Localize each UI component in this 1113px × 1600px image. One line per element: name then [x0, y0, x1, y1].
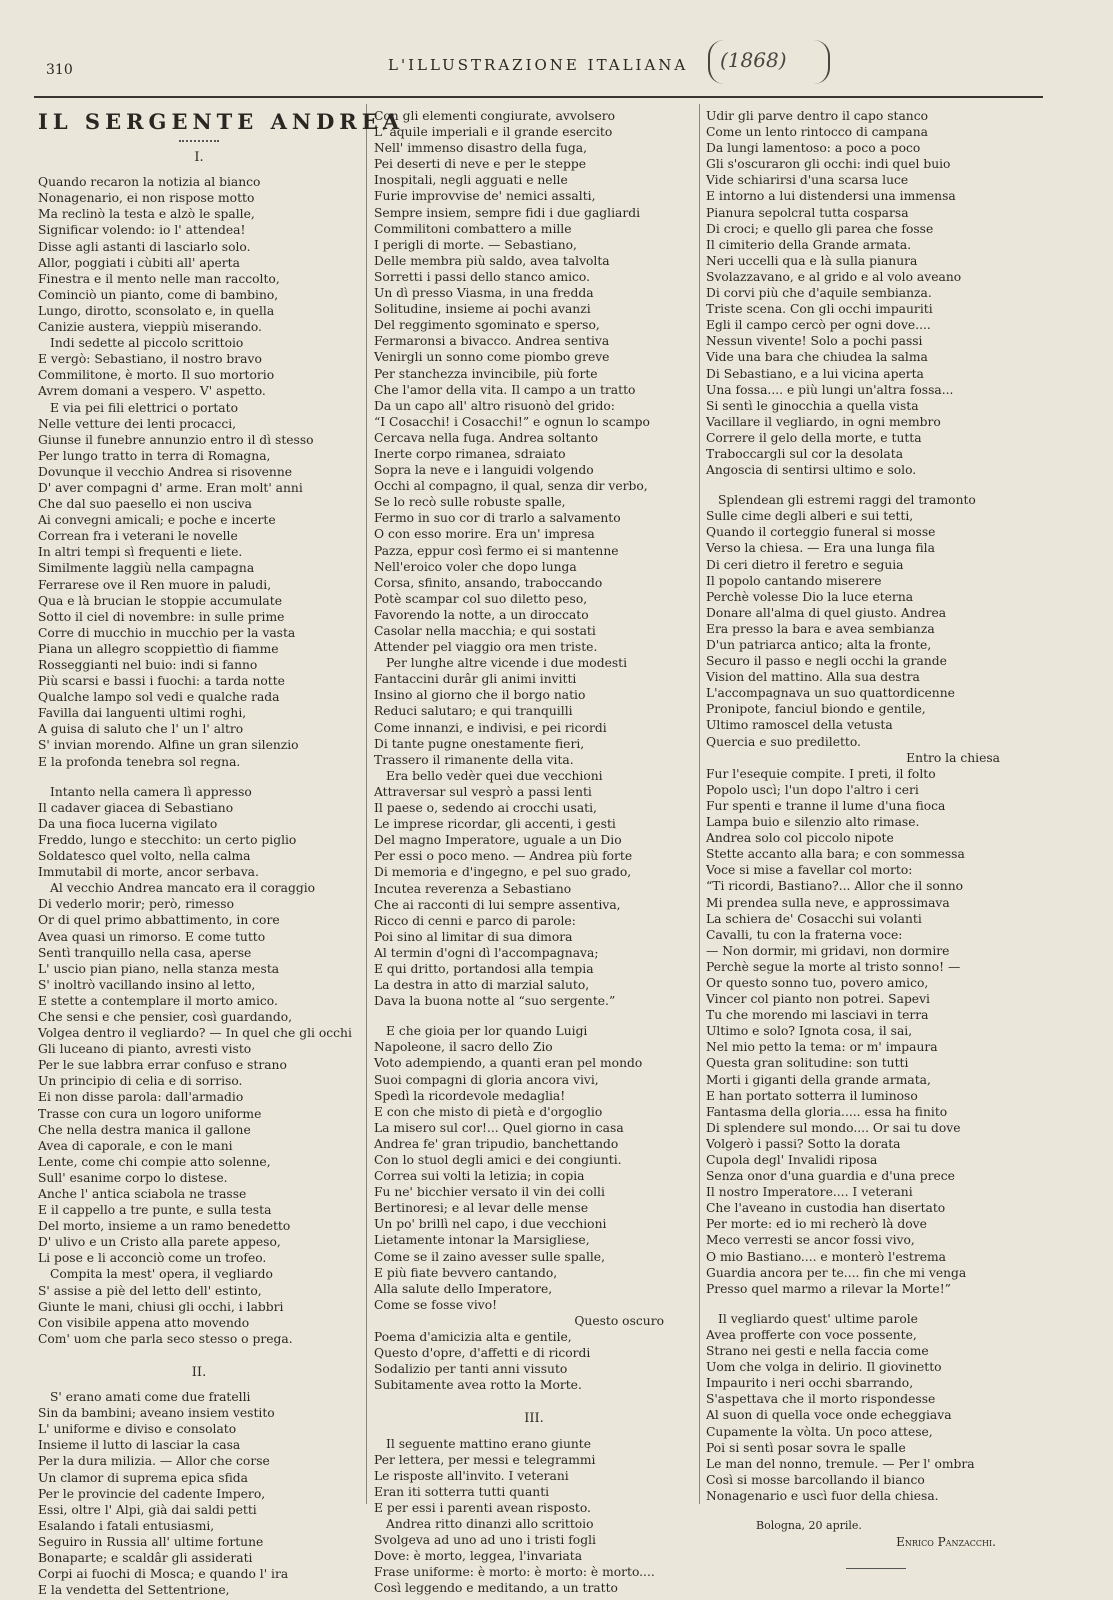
- title-ornament: [179, 140, 219, 142]
- verse-line: Per le provincie del cadente Impero,: [38, 1486, 266, 1501]
- verse-line: Questa gran solitudine: son tutti: [706, 1056, 909, 1071]
- verse-line: E con che misto di pietà e d'orgoglio: [374, 1104, 603, 1119]
- verse-line: Giunte le mani, chiusi gli occhi, i labbri: [38, 1299, 284, 1314]
- verse-line: Per stanchezza invincibile, più forte: [374, 366, 598, 381]
- verse-line: Commilitoni combattero a mille: [374, 221, 572, 236]
- verse-line: Qualche lampo sol vedi e qualche rada: [38, 690, 280, 705]
- verse-line: Era bello vedèr quei due vecchioni: [386, 768, 603, 783]
- verse-line: Vide una bara che chiudea la salma: [706, 350, 928, 365]
- verse-line: Gli luceano di pianto, avresti visto: [38, 1042, 252, 1057]
- verse-line: Qua e là brucian le stoppie accumulate: [38, 593, 282, 608]
- verse-line: Nel mio petto la tema: or m' impaura: [706, 1040, 938, 1055]
- verse-line: D' ulivo e un Cristo alla parete appeso,: [38, 1235, 281, 1250]
- end-rule: [846, 1568, 906, 1569]
- verse-line: E stette a contemplare il morto amico.: [38, 993, 278, 1008]
- verse-line: Freddo, lungo e stecchito: un certo piglio: [38, 832, 297, 847]
- verse-line: Di ceri dietro il feretro e seguia: [706, 557, 904, 572]
- verse-line: Che nella destra manica il gallone: [38, 1122, 251, 1137]
- verse-line: Sin da bambini; aveano insiem vestito: [38, 1406, 275, 1421]
- verse-line: Lente, come chi compie atto solenne,: [38, 1154, 271, 1169]
- verse-line: Come innanzi, e indivisi, e pei ricordi: [374, 720, 607, 735]
- verse-line: Trasse con cura un logoro uniforme: [38, 1106, 262, 1121]
- verse-line: Potè scampar col suo diletto peso,: [374, 591, 588, 606]
- verse-line: Sentì tranquillo nella casa, aperse: [38, 945, 252, 960]
- verse-line: Una fossa.... e più lungi un'altra fossa...: [706, 382, 954, 397]
- verse-line: Cupola degl' Invalidi riposa: [706, 1153, 878, 1167]
- verse-line: Furie improvvise de' nemici assalti,: [374, 189, 596, 204]
- verse-line: A guisa di saluto che l' un l' altro: [38, 722, 244, 737]
- verse-line: Per lungo tratto in terra di Romagna,: [38, 448, 271, 463]
- verse-line: D'un patriarca antico; alta la fronte,: [706, 638, 932, 652]
- verse-line: Popolo uscì; l'un dopo l'altro i ceri: [706, 782, 919, 797]
- verse-line: Sulle cime degli alberi e sui tetti,: [706, 509, 914, 524]
- verse-line: Guardia ancora per te.... fin che mi venga: [706, 1265, 967, 1280]
- verse-line: Tu che morendo mi lasciavi in terra: [706, 1008, 929, 1023]
- verse-line: Correan fra i veterani le novelle: [38, 529, 238, 544]
- verse-line: Ei non disse parola: dall'armadio: [38, 1090, 244, 1105]
- verse-line: Come se fosse vivo!: [374, 1297, 498, 1312]
- verse-line: Per essi o poco meno. — Andrea più forte: [374, 849, 633, 864]
- verse-line: Bonaparte; e scaldâr gli assiderati: [38, 1550, 253, 1565]
- verse-line: Per morte: ed io mi recherò là dove: [706, 1217, 927, 1232]
- verse-line: Udir gli parve dentro il capo stanco: [706, 109, 928, 123]
- verse-line: Sodalizio per tanti anni vissuto: [374, 1362, 568, 1377]
- page-number: 310: [46, 62, 73, 78]
- verse-line: Che ai racconti di lui sempre assentiva,: [374, 897, 621, 912]
- verse-line: E il cappello a tre punte, e sulla testa: [38, 1203, 272, 1218]
- verse-line: Il paese o, sedendo ai crocchi usati,: [374, 801, 597, 816]
- verse-line: Che sensi e che pensier, così guardando,: [38, 1009, 293, 1024]
- verse-line: E via pei fili elettrici o portato: [50, 400, 238, 415]
- verse-line: Rosseggianti nel buio: indi si fanno: [38, 658, 258, 672]
- section-heading: II.: [191, 1364, 207, 1380]
- verse-line: Al suon di quella voce onde echeggiava: [706, 1408, 952, 1423]
- verse-line: Pronipote, fanciul biondo e gentile,: [706, 702, 926, 717]
- verse-line: Dove: è morto, leggea, l'invariata: [374, 1549, 583, 1564]
- verse-line: Com' uom che parla seco stesso o prega.: [38, 1331, 293, 1346]
- verse-line: Subitamente avea rotto la Morte.: [374, 1378, 582, 1393]
- verse-line: Commilitone, è morto. Il suo mortorio: [38, 368, 275, 383]
- verse-line: Fur spenti e tranne il lume d'una fioca: [706, 798, 946, 813]
- verse-line: Un clamor di suprema epica sfida: [38, 1470, 248, 1485]
- verse-line: Inerte corpo rimanea, sdraiato: [374, 446, 566, 461]
- verse-line: Attraversar sul vesprò a passi lenti: [374, 784, 592, 799]
- verse-line: Nelle vetture dei lenti procacci,: [38, 416, 237, 431]
- masthead: L'ILLUSTRAZIONE ITALIANA: [388, 56, 689, 74]
- verse-line: Seguiro in Russia all' ultime fortune: [38, 1534, 264, 1549]
- verse-line: Essi, oltre l' Alpi, già dai saldi petti: [38, 1502, 257, 1517]
- verse-line: Traboccargli sul cor la desolata: [706, 446, 904, 461]
- verse-line: Al termin d'ogni dì l'accompagnava;: [374, 945, 599, 960]
- verse-line: Anche l' antica sciabola ne trasse: [38, 1187, 247, 1201]
- verse-line: S'aspettava che il morto rispondesse: [706, 1392, 936, 1407]
- verse-line: Significar volendo: io l' attendea!: [38, 223, 246, 238]
- column-2: [374, 108, 694, 1596]
- verse-line: Per lunghe altre vicende i due modesti: [386, 656, 628, 671]
- verse-line: Nell' immenso disastro della fuga,: [374, 141, 587, 156]
- verse-line: Napoleone, il sacro dello Zio: [374, 1040, 553, 1055]
- verse-line: Volgerò i passi? Sotto la dorata: [706, 1136, 901, 1151]
- verse-line: Corre di mucchio in mucchio per la vasta: [38, 625, 296, 640]
- verse-line: Con visibile appena atto movendo: [38, 1315, 250, 1330]
- verse-line: Li pose e li acconciò come un trofeo.: [38, 1251, 267, 1266]
- verse-line: S' inoltrò vacillando insino al letto,: [38, 977, 256, 992]
- verse-line: Di vederlo morir; però, rimesso: [38, 897, 235, 912]
- verse-line: Securo il passo e negli occhi la grande: [706, 654, 947, 669]
- verse-line: “I Cosacchi! i Cosacchi!” e ognun lo scampo: [374, 414, 650, 429]
- verse-line: Il cadaver giacea di Sebastiano: [38, 800, 234, 815]
- verse-line: Pazza, eppur così fermo ei si mantenne: [374, 543, 619, 558]
- verse-line: Quando il corteggio funeral si mosse: [706, 525, 936, 540]
- verse-line: Trassero il rimanente della vita.: [374, 752, 574, 767]
- verse-line: Corpi ai fuochi di Mosca; e quando l' ira: [38, 1567, 289, 1582]
- verse-line: L' uscio pian piano, nella stanza mesta: [38, 961, 280, 976]
- verse-line: Ma reclinò la testa e alzò le spalle,: [38, 207, 255, 222]
- verse-line: La destra in atto di marzial saluto,: [374, 978, 590, 993]
- verse-line: E che gioia per lor quando Luigi: [386, 1024, 588, 1039]
- verse-line: Poi si sentì posar sovra le spalle: [706, 1440, 906, 1455]
- verse-line: Impaurito i neri occhi sbarrando,: [706, 1376, 914, 1391]
- verse-line: Sopra la neve e i languidi volgendo: [374, 463, 594, 478]
- verse-line: Del reggimento sgominato e sperso,: [374, 318, 600, 333]
- verse-line: Solitudine, insieme ai pochi avanzi: [374, 302, 591, 317]
- verse-line: Nessun vivente! Solo a pochi passi: [706, 334, 923, 349]
- article-date: Bologna, 20 aprile.: [756, 1518, 862, 1532]
- verse-line: Sotto il ciel di novembre: in sulle prime: [38, 609, 285, 624]
- verse-line: Verso la chiesa. — Era una lunga fila: [706, 541, 935, 556]
- section-heading: I.: [194, 150, 204, 166]
- verse-line: Ferrarese ove il Ren muore in paludi,: [38, 577, 272, 592]
- verse-line: Il vegliardo quest' ultime parole: [718, 1311, 918, 1326]
- verse-line: Donare all'alma di quel giusto. Andrea: [706, 605, 947, 620]
- article-author: Enrico Panzacchi.: [896, 1535, 996, 1550]
- verse-line: Insieme il lutto di lasciar la casa: [38, 1438, 241, 1453]
- verse-line: Poema d'amicizia alta e gentile,: [374, 1330, 572, 1345]
- verse-line: Suoi compagni di gloria ancora vivi,: [374, 1072, 599, 1087]
- verse-line: Pei deserti di neve e per le steppe: [374, 157, 587, 172]
- verse-line: Or di quel primo abbattimento, in core: [38, 913, 280, 928]
- verse-line: Uom che volga in delirio. Il giovinetto: [706, 1360, 942, 1375]
- verse-line: Nell'eroico voler che dopo lunga: [374, 559, 577, 574]
- verse-line: Al vecchio Andrea mancato era il coraggio: [50, 881, 316, 896]
- column-1: [38, 108, 405, 1598]
- verse-line: Cominciò un pianto, come di bambino,: [38, 287, 279, 302]
- verse-line: Con lo stuol degli amici e dei congiunti.: [374, 1153, 622, 1167]
- verse-line: Andrea ritto dinanzi allo scrittoio: [386, 1516, 594, 1531]
- verse-line: Sull' esanime corpo lo distese.: [38, 1170, 228, 1185]
- verse-line: Vide schiarirsi d'una scarsa luce: [706, 173, 909, 188]
- verse-line: Più scarsi e bassi i fuochi: a tarda notte: [38, 674, 285, 689]
- article-title: IL SERGENTE ANDREA: [38, 109, 405, 134]
- verse-line: Esalando i fatali entusiasmi,: [38, 1518, 215, 1533]
- verse-line: Allor, poggiati i cùbiti all' aperta: [38, 255, 240, 270]
- stanza: [38, 174, 360, 769]
- verse-line: Fur l'esequie compite. I preti, il folto: [706, 766, 936, 781]
- verse-line: Fantasma della gloria..... essa ha finito: [706, 1104, 948, 1119]
- verse-line: Senza onor d'una guardia e d'una prece: [706, 1169, 955, 1184]
- verse-line: S' invian morendo. Alfine un gran silenzio: [38, 738, 299, 753]
- verse-line: Da lungi lamentoso: a poco a poco: [706, 141, 921, 156]
- verse-line: Cupamente la vòlta. Un poco attese,: [706, 1424, 933, 1439]
- verse-line: Giunse il funebre annunzio entro il dì stesso: [38, 432, 314, 447]
- verse-line: Angoscia di sentirsi ultimo e solo.: [706, 463, 917, 478]
- verse-line: Bertinoresi; e al levar delle mense: [374, 1201, 589, 1216]
- verse-line: Correre il gelo della morte, e tutta: [706, 430, 922, 445]
- verse-line: Casolar nella macchia; e qui sostati: [374, 624, 596, 638]
- verse-line: Per le sue labbra errar confuso e strano: [38, 1058, 287, 1073]
- verse-line: Presso quel marmo a rilevar la Morte!”: [706, 1281, 951, 1296]
- verse-line: Vacillare il vegliardo, in ogni membro: [706, 414, 941, 429]
- verse-line: Del magno Imperatore, uguale a un Dio: [374, 833, 622, 848]
- handwritten-note: (1868): [720, 48, 787, 72]
- verse-line: Vincer col pianto non potrei. Sapevi: [706, 992, 930, 1007]
- stanza: [706, 108, 1030, 478]
- verse-line: Come se il zaino avesser sulle spalle,: [374, 1249, 605, 1264]
- verse-line: Svolazzavano, e al grido e al volo aveano: [706, 269, 962, 284]
- verse-line: Dava la buona notte al “suo sergente.”: [374, 994, 616, 1009]
- verse-line: E per essi i parenti avean risposto.: [374, 1500, 591, 1515]
- verse-line: E qui dritto, portandosi alla tempia: [374, 961, 594, 976]
- verse-line: Immutabil di morte, ancor serbava.: [38, 865, 259, 880]
- verse-line: La misero sul cor!... Quel giorno in casa: [374, 1120, 624, 1135]
- verse-line: Meco verresti se ancor fossi vivo,: [706, 1233, 915, 1248]
- verse-line: Avea di caporale, e con le mani: [38, 1138, 233, 1153]
- verse-line: Intanto nella camera lì appresso: [50, 784, 252, 799]
- verse-line: Perchè volesse Dio la luce eterna: [706, 589, 914, 604]
- verse-line: Svolgeva ad uno ad uno i tristi fogli: [374, 1533, 596, 1548]
- verse-line: Cercava nella fuga. Andrea soltanto: [374, 430, 599, 445]
- verse-line: Favilla dai languenti ultimi roghi,: [38, 706, 247, 721]
- verse-line: Vision del mattino. Alla sua destra: [706, 670, 920, 685]
- verse-line: Lungo, dirotto, sconsolato e, in quella: [38, 303, 275, 318]
- verse-line: Delle membra più saldo, avea talvolta: [374, 253, 610, 268]
- verse-line: Un principio di celia e di sorriso.: [38, 1074, 243, 1089]
- section-heading: III.: [524, 1411, 544, 1427]
- verse-line: Che dal suo paesello ei non usciva: [38, 497, 252, 512]
- verse-line: Di Sebastiano, e a lui vicina aperta: [706, 366, 924, 381]
- verse-line: L' uniforme e diviso e consolato: [38, 1422, 237, 1437]
- verse-line: In altri tempi sì frequenti e liete.: [38, 545, 243, 560]
- verse-line: Di memoria e d'ingegno, e pel suo grado,: [374, 865, 632, 880]
- verse-line: Incutea reverenza a Sebastiano: [374, 881, 572, 896]
- verse-line: Venirgli un sonno come piombo greve: [374, 350, 610, 365]
- verse-line: E han portato sotterra il luminoso: [706, 1088, 918, 1103]
- verse-line: Era presso la bara e avea sembianza: [706, 621, 935, 636]
- verse-line: “Ti ricordi, Bastiano?... Allor che il sonno: [706, 879, 964, 894]
- verse-line: Splendean gli estremi raggi del tramonto: [718, 493, 976, 508]
- verse-line: Avea profferte con voce possente,: [706, 1327, 917, 1342]
- verse-line: Fermo in suo cor di trarlo a salvamento: [374, 511, 621, 526]
- stanza: [38, 1389, 360, 1598]
- verse-line: Poi sino al limitar di sua dimora: [374, 929, 573, 944]
- verse-line: Le imprese ricordar, gli accenti, i gesti: [374, 817, 616, 832]
- verse-line: O con esso morire. Era un' impresa: [374, 527, 595, 542]
- verse-line: Ultimo e solo? Ignota cosa, il sai,: [706, 1024, 913, 1039]
- verse-line: Quando recaron la notizia al bianco: [38, 175, 261, 190]
- verse-line: Fantaccini durâr gli animi invitti: [374, 672, 577, 687]
- verse-line: Andrea solo col piccolo nipote: [706, 831, 894, 846]
- verse-line: Triste scena. Con gli occhi impauriti: [706, 302, 933, 317]
- verse-line: Reduci salutaro; e qui tranquilli: [374, 704, 573, 719]
- verse-line: Mi prendea sulla neve, e approssimava: [706, 895, 950, 910]
- verse-line: Il cimiterio della Grande armata.: [706, 237, 912, 252]
- verse-line: Morti i giganti della grande armata,: [706, 1072, 931, 1087]
- header-rule: [34, 96, 1043, 98]
- verse-line: S' assise a piè del letto dell' estinto,: [38, 1283, 262, 1298]
- verse-line: Questo d'opre, d'affetti e di ricordi: [374, 1346, 591, 1361]
- verse-line: L'accompagnava un suo quattordicenne: [706, 686, 955, 701]
- verse-line: Occhi al compagno, il qual, senza dir verbo,: [374, 479, 648, 494]
- verse-line: Così leggendo e meditando, a un tratto: [374, 1581, 618, 1596]
- verse-line: Dovunque il vecchio Andrea si risovenne: [38, 464, 293, 479]
- verse-line: Voto adempiendo, a quanti eran pel mondo: [374, 1056, 643, 1071]
- verse-line: Per lettera, per messi e telegrammi: [374, 1452, 596, 1467]
- stanza: [374, 1023, 694, 1393]
- verse-line: Sorretti i passi dello stanco amico.: [374, 269, 591, 284]
- verse-line: Pianura sepolcral tutta cosparsa: [706, 205, 909, 220]
- verse-line: Similmente laggiù nella campagna: [38, 561, 255, 576]
- verse-line: Che l'aveano in custodia han disertato: [706, 1201, 946, 1216]
- stanza: [38, 784, 360, 1347]
- verse-line: Del morto, insieme a un ramo benedetto: [38, 1219, 291, 1234]
- verse-line: Alla salute dello Imperatore,: [374, 1281, 553, 1296]
- verse-line: Di corvi più che d'aquile sembianza.: [706, 286, 932, 301]
- verse-line: Strano nei gesti e nella faccia come: [706, 1344, 929, 1359]
- verse-line: Come un lento rintocco di campana: [706, 125, 928, 140]
- verse-line: Egli il campo cercò per ogni dove....: [706, 318, 931, 333]
- verse-line: La schiera de' Cosacchi sui volanti: [706, 911, 922, 926]
- verse-line: E più fiate bevvero cantando,: [374, 1265, 558, 1280]
- verse-line: Neri uccelli qua e là sulla pianura: [706, 253, 918, 268]
- verse-line: Da un capo all' altro risuonò del grido:: [374, 398, 615, 413]
- stanza: [374, 108, 694, 1009]
- verse-line: Or questo sonno tuo, povero amico,: [706, 975, 929, 990]
- verse-line: Stette accanto alla bara; e con sommessa: [706, 847, 965, 862]
- verse-line: Attender pel viaggio ora men triste.: [374, 640, 598, 655]
- verse-line: — Non dormir, mi gridavi, non dormire: [706, 943, 950, 958]
- verse-line: Le man del nonno, tremule. — Per l' ombra: [706, 1456, 975, 1471]
- verse-line: Perchè segue la morte al tristo sonno! —: [706, 959, 961, 974]
- verse-line: Entro la chiesa: [906, 750, 1000, 765]
- verse-line: E intorno a lui distendersi una immensa: [706, 189, 956, 204]
- verse-line: Spedì la ricordevole medaglia!: [374, 1088, 566, 1103]
- verse-line: Se lo recò sulle robuste spalle,: [374, 495, 566, 510]
- verse-line: Che l'amor della vita. Il campo a un tratto: [374, 382, 636, 397]
- verse-line: Il popolo cantando miserere: [706, 573, 882, 588]
- verse-line: Canizie austera, vieppiù miserando.: [38, 320, 262, 335]
- verse-line: Finestra e il mento nelle man raccolto,: [38, 271, 280, 286]
- verse-line: Ultimo ramoscel della vetusta: [706, 718, 893, 733]
- verse-line: Ai convegni amicali; e poche e incerte: [38, 513, 276, 528]
- verse-line: Compita la mest' opera, il vegliardo: [50, 1267, 273, 1282]
- verse-line: O mio Bastiano.... e monterò l'estrema: [706, 1249, 946, 1264]
- verse-line: Disse agli astanti di lasciarlo solo.: [38, 239, 251, 254]
- column-divider: [366, 104, 367, 1504]
- verse-line: Di tante pugne onestamente fieri,: [374, 736, 585, 751]
- verse-line: Da una fioca lucerna vigilato: [38, 816, 218, 831]
- verse-line: Avrem domani a vespero. V' aspetto.: [38, 384, 266, 399]
- stanza: [706, 1311, 1030, 1504]
- verse-line: Un dì presso Viasma, in una fredda: [374, 286, 594, 301]
- verse-line: Sempre insiem, sempre fidi i due gagliardi: [374, 205, 641, 220]
- verse-line: Lampa buio e silenzio alto rimase.: [706, 815, 920, 830]
- column-3: [706, 108, 1030, 1569]
- verse-line: Voce si mise a favellar col morto:: [706, 863, 913, 878]
- verse-line: Soldatesco quel volto, nella calma: [38, 849, 251, 864]
- verse-line: E vergò: Sebastiano, il nostro bravo: [38, 352, 262, 367]
- verse-line: Il seguente mattino erano giunte: [386, 1436, 592, 1451]
- verse-line: Fermaronsi a bivacco. Andrea sentiva: [374, 334, 610, 349]
- verse-line: Piana un allegro scoppiettìo di fiamme: [38, 641, 279, 656]
- verse-line: Il nostro Imperatore.... I veterani: [706, 1185, 913, 1200]
- verse-line: Inospitali, negli agguati e nelle: [374, 173, 568, 188]
- verse-line: Di croci; e quello gli parea che fosse: [706, 221, 934, 236]
- verse-line: Cavalli, tu con la fraterna voce:: [706, 927, 903, 942]
- verse-line: Favorendo la notte, a un diroccato: [374, 607, 589, 622]
- verse-line: Nonagenario e uscì fuor della chiesa.: [706, 1488, 939, 1503]
- verse-line: E la vendetta del Settentrione,: [38, 1583, 230, 1598]
- verse-line: Corsa, sfinito, ansando, traboccando: [374, 575, 603, 590]
- verse-line: Un po' brillì nel capo, i due vecchioni: [374, 1217, 607, 1232]
- verse-line: Correa sui volti la letizia; in copia: [374, 1169, 585, 1184]
- verse-line: Indi sedette al piccolo scrittoio: [50, 336, 244, 351]
- verse-line: S' erano amati come due fratelli: [50, 1390, 251, 1405]
- verse-line: D' aver compagni d' arme. Eran molt' anni: [38, 480, 303, 495]
- verse-line: I perigli di morte. — Sebastiano,: [374, 237, 577, 252]
- verse-line: Questo oscuro: [574, 1313, 664, 1328]
- verse-line: Eran iti sotterra tutti quanti: [374, 1484, 550, 1499]
- verse-line: E la profonda tenebra sol regna.: [38, 754, 241, 769]
- verse-line: Le risposte all'invito. I veterani: [374, 1468, 569, 1483]
- verse-line: Ricco di cenni e parco di parole:: [374, 913, 576, 928]
- verse-line: Nonagenario, ei non rispose motto: [38, 191, 255, 206]
- verse-line: Di splendere sul mondo.... Or sai tu dove: [706, 1120, 961, 1135]
- column-divider: [699, 104, 700, 1504]
- stanza: [706, 492, 1030, 1297]
- verse-line: Insino al giorno che il borgo natio: [374, 688, 586, 703]
- verse-line: Gli s'oscuraron gli occhi: indi quel buio: [706, 157, 951, 172]
- verse-line: Quercia e suo prediletto.: [706, 734, 861, 749]
- verse-line: Per la dura milizia. — Allor che corse: [38, 1454, 270, 1469]
- verse-line: Frase uniforme: è morto: è morto: è morto....: [374, 1565, 655, 1580]
- stanza: [374, 1436, 694, 1597]
- verse-line: Andrea fe' gran tripudio, banchettando: [374, 1136, 619, 1151]
- verse-line: Con gli elementi congiurate, avvolsero: [374, 109, 616, 123]
- verse-line: Così si mosse barcollando il bianco: [706, 1472, 925, 1487]
- verse-line: Lietamente intonar la Marsigliese,: [374, 1233, 590, 1248]
- verse-line: Fu ne' bicchier versato il vin dei colli: [374, 1185, 605, 1200]
- verse-line: Si sentì le ginocchia a quella vista: [706, 398, 919, 413]
- verse-line: L' aquile imperiali e il grande esercito: [374, 125, 613, 140]
- verse-line: Avea quasi un rimorso. E come tutto: [38, 929, 266, 944]
- verse-line: Volgea dentro il vegliardo? — In quel che gli occhi: [38, 1026, 352, 1041]
